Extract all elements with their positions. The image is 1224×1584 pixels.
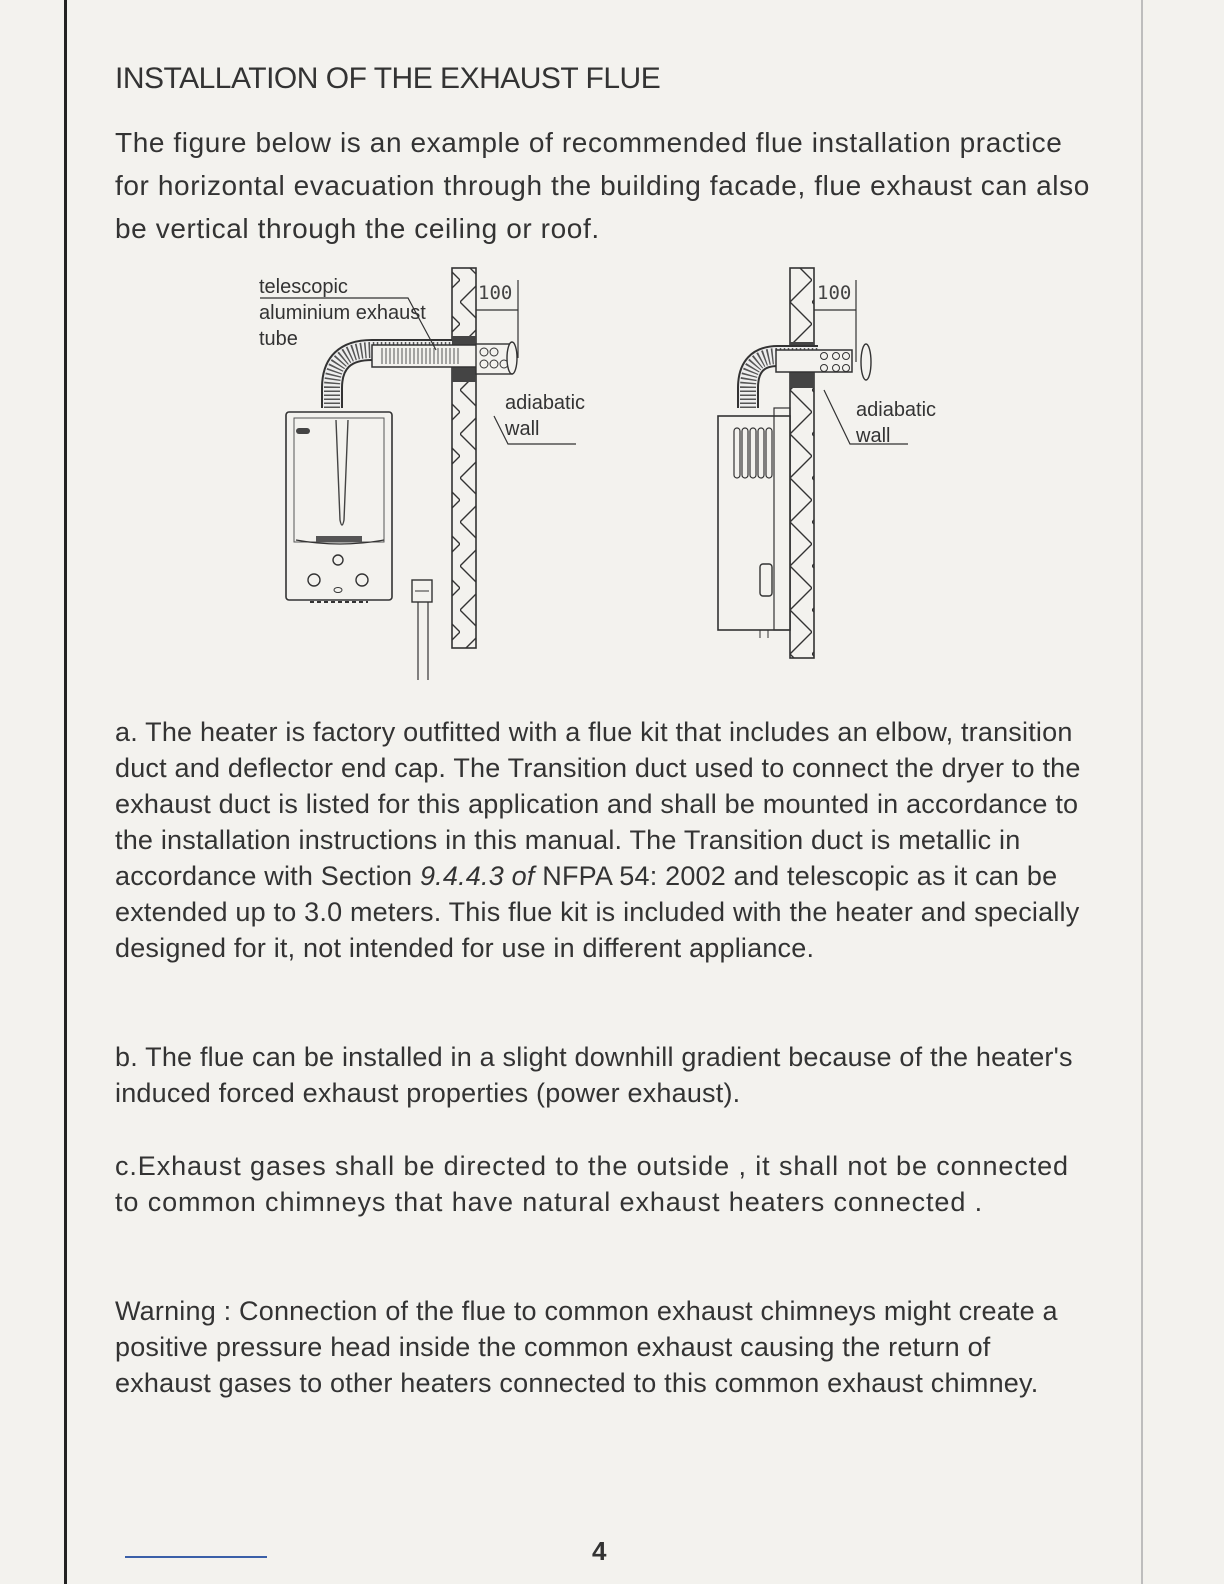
tube-label-line3: tube [259, 328, 298, 350]
paragraph-b: b. The flue can be installed in a slight downhill gradient because of the heater's induced forced exhaust properties (power exhaust). [115, 1042, 1073, 1108]
page-right-edge [1141, 0, 1143, 1584]
paragraph-a-text-2: NFPA 54: 2002 and telescopic as it can be extended up to 3.0 meters. This flue kit is included with the heater and specially designed for it, not intended for use in different appliance. [115, 861, 1080, 963]
tube-label-line1: telescopic [259, 276, 348, 298]
page-number: 4 [592, 1536, 607, 1566]
left-wall [452, 268, 476, 648]
right-flue-tube [776, 350, 852, 372]
flue-installation-figure [240, 258, 960, 688]
page-heading: INSTALLATION OF THE EXHAUST FLUE [115, 62, 661, 95]
intro-paragraph: The figure below is an example of recommended flue installation practice for horizontal evacuation through the building facade, flue exhaust can also be vertical through the ceiling or roof. [115, 127, 1090, 244]
left-dimension-label: 100 [478, 282, 513, 304]
left-wall-label-line1: adiabatic [505, 392, 586, 414]
right-wall-label-line2: wall [856, 425, 891, 447]
paragraph-a-section-ref: 9.4.4.3 of [419, 861, 535, 891]
right-wall-label-line1: adiabatic [856, 399, 937, 421]
warning-paragraph: Warning : Connection of the flue to common exhaust chimneys might create a positive pressure head inside the common exhaust causing the return of exhaust gases to other heaters connected to this common exhaust chimney. [115, 1296, 1058, 1398]
right-installation-diagram [718, 268, 908, 658]
right-heater-body [718, 416, 790, 630]
right-wall [790, 268, 814, 658]
left-wall-label-line2: wall [505, 418, 540, 440]
paragraph-a [115, 714, 1090, 966]
paragraph-c: c.Exhaust gases shall be directed to the outside , it shall not be connected to common chimneys that have natural exhaust heaters connected . [115, 1151, 1069, 1217]
page-binding-edge [64, 0, 67, 1584]
right-dimension-label: 100 [817, 282, 852, 304]
left-installation-diagram [260, 268, 576, 680]
tube-label-line2: aluminium exhaust [259, 302, 426, 324]
paragraph-a-text-1: a. The heater is factory outfitted with a flue kit that includes an elbow, transition duct and deflector end cap. The Transition duct used to connect the dryer to the exhaust duct is listed for this application and shall be mounted in accordance to the installation instructions in this manual. The Transition duct is metallic in accordance with Section [115, 717, 1081, 891]
footnote-rule [125, 1556, 267, 1558]
